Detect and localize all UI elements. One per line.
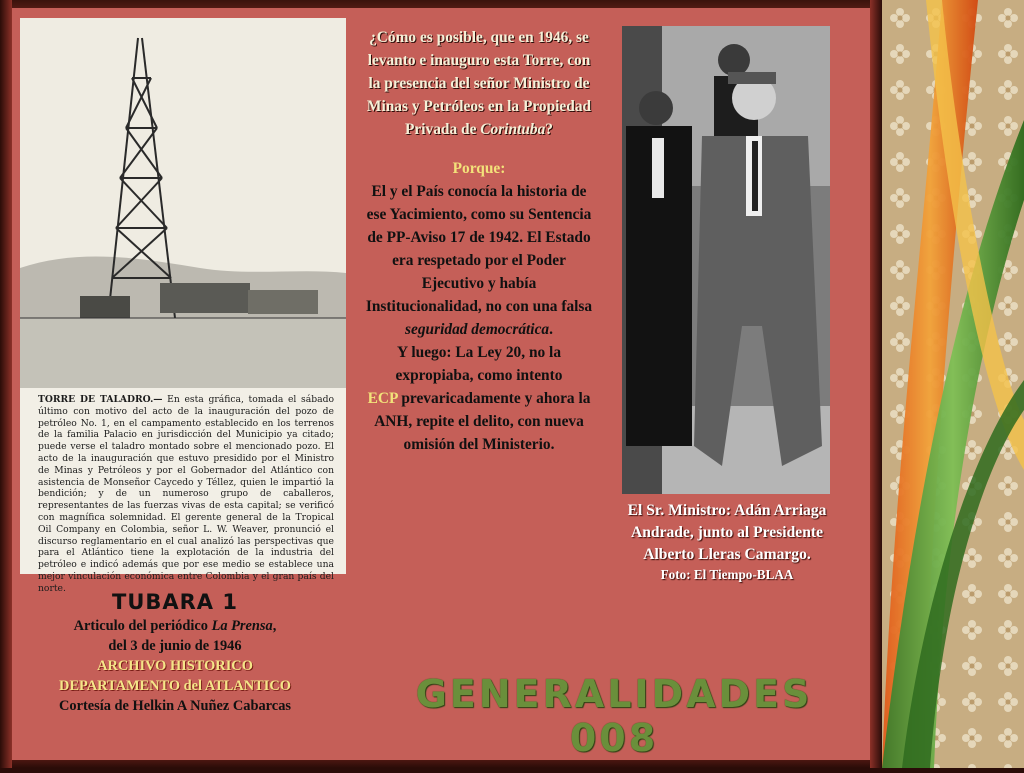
article-line [22, 616, 328, 636]
frame-left-shadow [0, 0, 12, 768]
photo-caption [620, 500, 834, 584]
decorative-pattern-strip [882, 0, 1024, 768]
newspaper-caption-text [38, 394, 334, 595]
question-text: ¿Cómo es posible, que en 1946, se levanto e inauguro esta Torre, con la presencia del señor Ministro de Minas y Petróleos en la Propiedad Privada de [366, 29, 592, 138]
answer-paragraph [362, 180, 596, 456]
question-paragraph [362, 26, 596, 141]
porque-label: Porque: [452, 160, 506, 177]
archive-line-2: DEPARTAMENTO del ATLANTICO [59, 678, 291, 694]
drilling-tower-illustration [20, 18, 346, 388]
article-newspaper: La Prensa [211, 618, 273, 634]
archive-line-1: ARCHIVO HISTORICO [97, 658, 253, 674]
historic-photo-men-walking [622, 26, 830, 494]
photo-credit: Foto: El Tiempo-BLAA [660, 567, 794, 582]
slide-title: GENERALIDADES 008 [415, 672, 813, 760]
clip-caption-body: En esta gráfica, tomada el sábado último con motivo del acto de la inauguración del pozo de petróleo No. 1, en el campamento establecido en los terrenos de la familia Palacio en jurisdicción del Municipio ya citado; puede verse el taladro montado sobre el mencionado pozo. El acto de la inauguración que estuvo presidido por el Ministro de Minas y Petróleos y por el Gobernador del Atlántico con asistencia de Monseñor Caycedo y Téllez, quien le impartió la bendición; y de un numeroso grupo de caballeros, representantes de las fuerzas vivas de esta capital; se verificó con magnífica solemnidad. El gerente general de la Tropical Oil Company en Colombia, señor L. W. Weaver, pronunció el discurso reglamentario en el cual analizó las perspectivas que para el Atlántico tiene la explotación de la industria del petróleo e indicó además que por ese medio se establece una mejor vinculación económica entre Colombia y el gran país del norte. [38, 394, 334, 594]
answer-text-3: prevaricadamente y ahora la ANH, repite el delito, con nueva omisión del Ministerio. [374, 390, 591, 453]
photo-caption-text: El Sr. Ministro: Adán Arriaga Andrade, junto al Presidente Alberto Lleras Camargo. [627, 502, 827, 563]
answer-period: . [549, 321, 553, 338]
article-prefix: Articulo del periódico [73, 618, 212, 634]
question-italic: Corintuba [480, 121, 546, 138]
ecp-label: ECP [367, 390, 398, 407]
tubara-source-block [22, 588, 328, 716]
answer-text-1: El y el País conocía la historia de ese Yacimiento, como su Sentencia de PP-Aviso 17 de 1942. El Estado era respetado por el Poder Ejecutivo y había Institucionalidad, no con una falsa [365, 183, 593, 315]
tubara-title: TUBARA 1 [112, 590, 238, 614]
minister-photo [622, 26, 830, 494]
center-text-block [362, 26, 596, 456]
clip-caption-heading: TORRE DE TALADRO.— [38, 394, 163, 405]
newspaper-clipping [20, 18, 346, 594]
answer-text-2: Y luego: La Ley 20, no la expropiaba, como intento [395, 344, 563, 384]
courtesy-line: Cortesía de Helkin A Nuñez Cabarcas [59, 698, 291, 714]
article-comma: , [272, 618, 277, 634]
floral-pattern-graphic [882, 0, 1024, 768]
article-date: del 3 de junio de 1946 [108, 638, 242, 654]
answer-italic: seguridad democrática [405, 321, 550, 338]
question-mark: ? [545, 121, 553, 138]
